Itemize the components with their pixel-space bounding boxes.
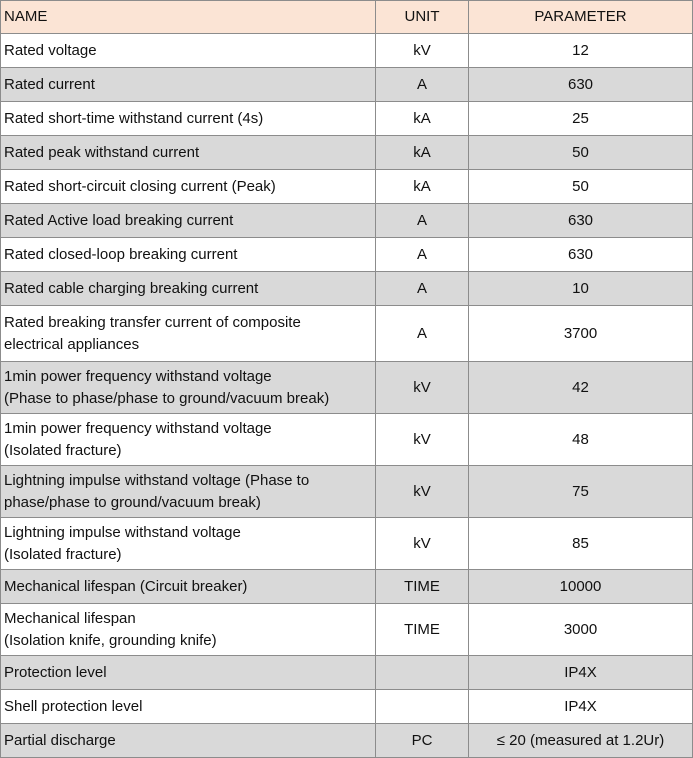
table-row [1, 102, 693, 136]
row-value: ≤ 20 (measured at 1.2Ur) [469, 724, 693, 758]
row-unit: kV [376, 466, 469, 518]
table-row [1, 272, 693, 306]
row-name [1, 690, 376, 724]
row-value: 85 [469, 518, 693, 570]
row-name [1, 68, 376, 102]
row-unit: A [376, 272, 469, 306]
row-name [1, 414, 376, 466]
row-name-text: Rated short-time withstand current (4s) [4, 109, 264, 127]
row-name-text: Mechanical lifespan (Isolation knife, grounding knife) [4, 609, 217, 649]
row-value: 48 [469, 414, 693, 466]
row-unit: PC [376, 724, 469, 758]
table-row [1, 690, 693, 724]
row-value: 3700 [469, 306, 693, 362]
row-name-text: Mechanical lifespan (Circuit breaker) [4, 577, 248, 595]
row-name-text: 1min power frequency withstand voltage (Isolated fracture) [4, 419, 272, 459]
row-value: 630 [469, 204, 693, 238]
row-name [1, 204, 376, 238]
row-name [1, 656, 376, 690]
row-value: 50 [469, 136, 693, 170]
row-value: 630 [469, 238, 693, 272]
table-row [1, 34, 693, 68]
column-header-name: NAME [1, 1, 376, 34]
row-value: 3000 [469, 604, 693, 656]
row-name-text: Rated short-circuit closing current (Peak) [4, 177, 276, 195]
row-unit: kA [376, 102, 469, 136]
row-name-text: Rated Active load breaking current [4, 211, 234, 229]
row-unit: A [376, 204, 469, 238]
row-name [1, 272, 376, 306]
table-row [1, 570, 693, 604]
table-row [1, 604, 693, 656]
row-name-text: Rated peak withstand current [4, 143, 200, 161]
row-value: 10000 [469, 570, 693, 604]
row-unit [376, 690, 469, 724]
row-name-text: Rated breaking transfer current of composite electrical appliances [4, 313, 301, 353]
row-value: 42 [469, 362, 693, 414]
row-unit: kV [376, 518, 469, 570]
table-row [1, 306, 693, 362]
row-name [1, 724, 376, 758]
row-name-text: Rated cable charging breaking current [4, 279, 259, 297]
row-value: 10 [469, 272, 693, 306]
row-value: 630 [469, 68, 693, 102]
row-name-text: 1min power frequency withstand voltage (Phase to phase/phase to ground/vacuum break) [4, 367, 330, 407]
row-name [1, 102, 376, 136]
row-value: 75 [469, 466, 693, 518]
row-name-text: Rated closed-loop breaking current [4, 245, 238, 263]
table-row [1, 656, 693, 690]
row-name-text: Rated current [4, 75, 95, 93]
header-row [1, 1, 693, 34]
row-unit: kV [376, 414, 469, 466]
table-row [1, 238, 693, 272]
row-name-text: Partial discharge [4, 731, 116, 749]
table-row [1, 362, 693, 414]
row-name-text: Protection level [4, 663, 107, 681]
row-unit: kA [376, 136, 469, 170]
row-unit: A [376, 68, 469, 102]
table-row [1, 724, 693, 758]
row-name-text: Lightning impulse withstand voltage (Isolated fracture) [4, 523, 241, 563]
row-value: IP4X [469, 656, 693, 690]
row-unit: kV [376, 34, 469, 68]
row-value: IP4X [469, 690, 693, 724]
row-name [1, 306, 376, 362]
row-name-text: Shell protection level [4, 697, 143, 715]
row-unit: TIME [376, 570, 469, 604]
row-unit [376, 656, 469, 690]
row-unit: kA [376, 170, 469, 204]
column-header-parameter: PARAMETER [469, 1, 693, 34]
table-row [1, 466, 693, 518]
row-name-text: Rated voltage [4, 41, 97, 59]
row-name [1, 604, 376, 656]
table-row [1, 414, 693, 466]
row-unit: kV [376, 362, 469, 414]
table-row [1, 170, 693, 204]
row-name [1, 136, 376, 170]
column-header-unit: UNIT [376, 1, 469, 34]
row-value: 50 [469, 170, 693, 204]
row-name [1, 34, 376, 68]
row-name [1, 518, 376, 570]
row-name [1, 362, 376, 414]
row-name [1, 570, 376, 604]
row-name [1, 170, 376, 204]
row-name [1, 238, 376, 272]
table-row [1, 518, 693, 570]
row-unit: A [376, 306, 469, 362]
row-value: 25 [469, 102, 693, 136]
row-unit: A [376, 238, 469, 272]
table-row [1, 68, 693, 102]
table-row [1, 136, 693, 170]
row-value: 12 [469, 34, 693, 68]
row-unit: TIME [376, 604, 469, 656]
table-row [1, 204, 693, 238]
row-name [1, 466, 376, 518]
row-name-text: Lightning impulse withstand voltage (Phase to phase/phase to ground/vacuum break) [4, 471, 310, 511]
